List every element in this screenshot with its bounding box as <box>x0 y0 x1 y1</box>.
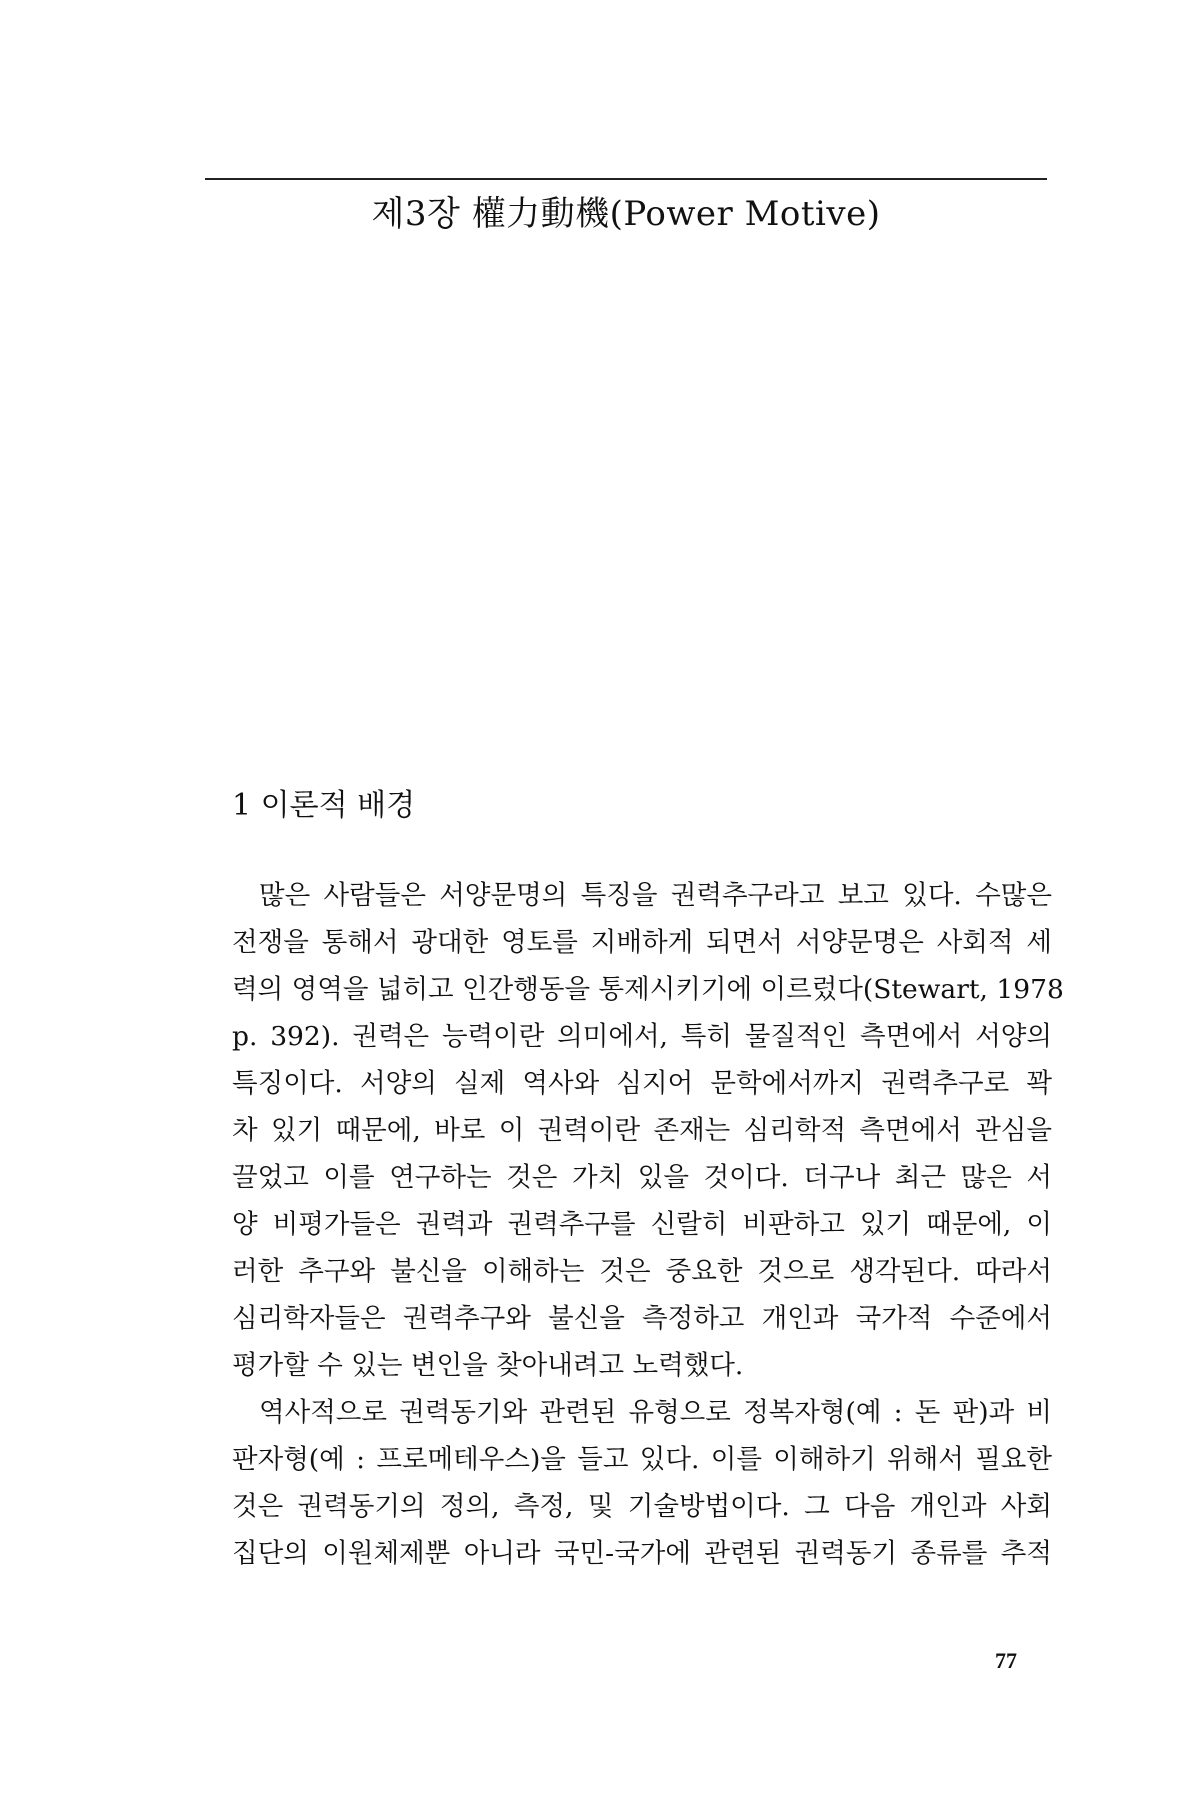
text-line: 역사적으로 권력동기와 관련된 유형으로 정복자형(예 : 돈 판)과 비 <box>259 1397 1052 1428</box>
text-line: 전쟁을 통해서 광대한 영토를 지배하게 되면서 서양문명은 사회적 세 <box>232 927 1052 958</box>
page-number: 77 <box>995 1648 1017 1673</box>
paragraph-1 <box>232 872 1064 1389</box>
text-line: 집단의 이원체제뿐 아니라 국민-국가에 관련된 권력동기 종류를 추적 <box>232 1538 1052 1569</box>
text-line: 특징이다. 서양의 실제 역사와 심지어 문학에서까지 권력추구로 꽉 <box>232 1068 1052 1099</box>
text-line: 차 있기 때문에, 바로 이 권력이란 존재는 심리학적 측면에서 관심을 <box>232 1115 1052 1146</box>
text-line: 것은 권력동기의 정의, 측정, 및 기술방법이다. 그 다음 개인과 사회 <box>232 1491 1052 1522</box>
text-line: 심리학자들은 권력추구와 불신을 측정하고 개인과 국가적 수준에서 <box>232 1303 1052 1334</box>
body-text <box>232 872 1064 1577</box>
text-line: 양 비평가들은 권력과 권력추구를 신랄히 비판하고 있기 때문에, 이 <box>232 1209 1052 1240</box>
text-line: p. 392). 권력은 능력이란 의미에서, 특히 물질적인 측면에서 서양의 <box>232 1021 1052 1052</box>
paragraph-2 <box>232 1389 1052 1577</box>
text-line: 평가할 수 있는 변인을 찾아내려고 노력했다. <box>232 1350 744 1381</box>
header-rule <box>205 178 1047 180</box>
text-line: 러한 추구와 불신을 이해하는 것은 중요한 것으로 생각된다. 따라서 <box>232 1256 1052 1287</box>
section-heading: 1 이론적 배경 <box>232 788 416 823</box>
text-line: 판자형(예 : 프로메테우스)을 들고 있다. 이를 이해하기 위해서 필요한 <box>232 1444 1052 1475</box>
text-line: 끌었고 이를 연구하는 것은 가치 있을 것이다. 더구나 최근 많은 서 <box>232 1162 1052 1193</box>
chapter-title: 제3장 權力動機(Power Motive) <box>371 194 881 234</box>
text-line: 력의 영역을 넓히고 인간행동을 통제시키기에 이르렀다(Stewart, 1978 <box>232 974 1064 1005</box>
text-line: 많은 사람들은 서양문명의 특징을 권력추구라고 보고 있다. 수많은 <box>259 880 1052 911</box>
